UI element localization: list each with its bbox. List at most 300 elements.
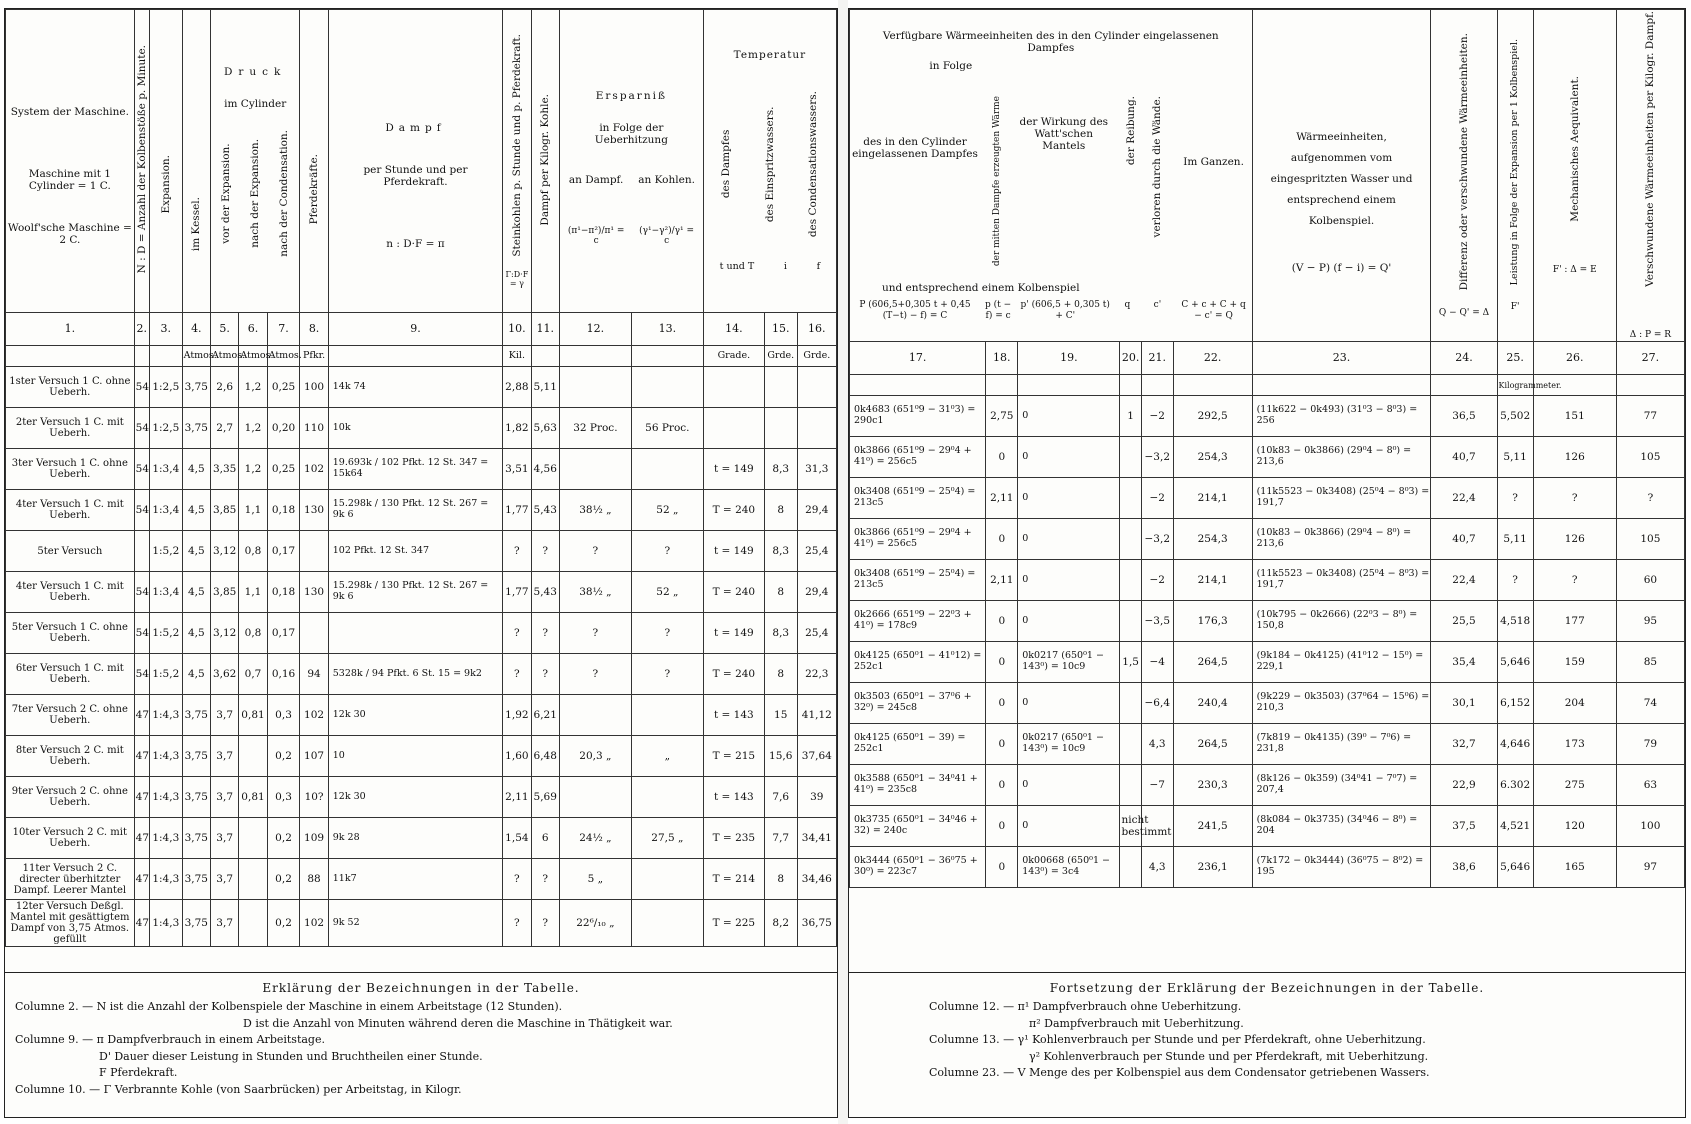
table-row — [6, 613, 837, 654]
cell-c2: 54 — [134, 408, 149, 449]
cell-c18: 0 — [986, 683, 1018, 724]
header-verf-formulas — [852, 300, 1250, 321]
header-verfuegbar-label: Verfügbare Wärmeeinheiten des in den Cylinder eingelassenen Dampfes — [882, 30, 1219, 55]
cell-c24: 40,7 — [1431, 519, 1497, 560]
cell-c5: 3,35 — [210, 449, 238, 490]
cell-c11: 5,43 — [531, 490, 559, 531]
cell-c26: 126 — [1533, 437, 1616, 478]
num-cell: 3. — [149, 313, 182, 346]
cell-c21: −6,4 — [1141, 683, 1173, 724]
cell-label: 11ter Versuch 2 C. directer überhitzter Dampf. Leerer Mantel — [6, 859, 135, 900]
unit-cell — [6, 346, 135, 367]
cell-c5: 2,7 — [210, 408, 238, 449]
cell-c7: 0,18 — [267, 572, 300, 613]
cell-c3: 1:5,2 — [149, 531, 182, 572]
cell-c24: 25,5 — [1431, 601, 1497, 642]
cell-c17: 0k4125 (650⁰1 − 41⁰12) = 252c1 — [850, 642, 986, 683]
header-verf-subcols — [852, 96, 1250, 266]
cell-c15: 8 — [764, 572, 797, 613]
header-c25-formula: F' — [1510, 302, 1520, 313]
cell-c3: 1:5,2 — [149, 613, 182, 654]
cell-c19: 0 — [1018, 519, 1120, 560]
cell-c19: 0 — [1018, 601, 1120, 642]
cell-c24: 40,7 — [1431, 437, 1497, 478]
unit-cell — [328, 346, 502, 367]
num-cell: 25. — [1497, 342, 1533, 375]
header-druck — [210, 10, 299, 313]
cell-c3: 1:4,3 — [149, 777, 182, 818]
num-cell: 10. — [503, 313, 531, 346]
table-row — [6, 367, 837, 408]
cell-c5: 3,7 — [210, 695, 238, 736]
cell-c19: 0 — [1018, 437, 1120, 478]
header-c24-formula: Q − Q' = Δ — [1438, 307, 1490, 318]
cell-c21: −7 — [1141, 765, 1173, 806]
header-c27-formula: Δ : P = R — [1629, 329, 1672, 340]
cell-c2: 47 — [134, 900, 149, 947]
header-c16-formula: f — [816, 260, 821, 272]
cell-c26: 126 — [1533, 519, 1616, 560]
cell-label: 5ter Versuch 1 C. ohne Ueberh. — [6, 613, 135, 654]
cell-c7: 0,3 — [267, 777, 300, 818]
right-number-row — [850, 342, 1685, 375]
cell-c23: (11k5523 − 0k3408) (25⁰4 − 8⁰3) = 191,7 — [1252, 478, 1431, 519]
cell-c19: 0 — [1018, 396, 1120, 437]
cell-c27: 105 — [1616, 519, 1684, 560]
header-c14-formula: t und T — [719, 260, 755, 272]
cell-c12 — [559, 367, 631, 408]
unit-cell — [986, 375, 1018, 396]
cell-c18: 0 — [986, 806, 1018, 847]
cell-c14: T = 240 — [703, 654, 764, 695]
header-c11 — [531, 10, 559, 313]
left-page — [4, 8, 838, 1118]
cell-c3: 1:4,3 — [149, 859, 182, 900]
left-table — [5, 9, 837, 947]
right-footer-line: γ² Kohlenverbrauch per Stunde und per Pferdekraft, mit Ueberhitzung. — [1029, 1049, 1429, 1063]
cell-c15: 8 — [764, 859, 797, 900]
cell-c16: 29,4 — [797, 490, 836, 531]
cell-c6: 0,81 — [239, 695, 267, 736]
cell-c10: 2,88 — [503, 367, 531, 408]
table-row — [850, 519, 1685, 560]
cell-c6: 1,1 — [239, 572, 267, 613]
cell-c22: 292,5 — [1173, 396, 1252, 437]
table-row — [850, 560, 1685, 601]
cell-c10: ? — [503, 654, 531, 695]
cell-c23: (8k126 − 0k359) (34⁰41 − 7⁰7) = 207,4 — [1252, 765, 1431, 806]
cell-c25: 6,152 — [1497, 683, 1533, 724]
cell-c21: −3,2 — [1141, 437, 1173, 478]
unit-cell — [1431, 375, 1497, 396]
cell-c8 — [300, 613, 328, 654]
unit-cell — [631, 346, 703, 367]
header-im-cylinder: im Cylinder — [224, 97, 287, 110]
header-c4 — [182, 10, 210, 313]
cell-c26: 173 — [1533, 724, 1616, 765]
cell-c23: (9k229 − 0k3503) (37⁰64 − 15⁰6) = 210,3 — [1252, 683, 1431, 724]
cell-c8: 109 — [300, 818, 328, 859]
cell-c22: 264,5 — [1173, 642, 1252, 683]
cell-c13 — [631, 449, 703, 490]
cell-c11: ? — [531, 613, 559, 654]
num-cell: 5. — [210, 313, 238, 346]
unit-cell: Kil. — [503, 346, 531, 367]
cell-c14: t = 149 — [703, 531, 764, 572]
cell-c2: 54 — [134, 490, 149, 531]
cell-c19: 0k0217 (650⁰1 − 143⁰) = 10c9 — [1018, 724, 1120, 765]
cell-c14: T = 215 — [703, 736, 764, 777]
table-row — [6, 818, 837, 859]
header-c16-label: des Condensationswassers. — [807, 91, 820, 238]
cell-c5: 3,7 — [210, 777, 238, 818]
cell-c2: 54 — [134, 613, 149, 654]
cell-c16: 25,4 — [797, 531, 836, 572]
table-row — [850, 765, 1685, 806]
cell-c4: 3,75 — [182, 859, 210, 900]
cell-c7: 0,18 — [267, 490, 300, 531]
cell-c5: 3,85 — [210, 572, 238, 613]
cell-label: 5ter Versuch — [6, 531, 135, 572]
header-ersparniss — [559, 10, 703, 313]
cell-c18: 0 — [986, 601, 1018, 642]
header-c24 — [1431, 10, 1497, 342]
cell-c3: 1:4,3 — [149, 900, 182, 947]
cell-c26: ? — [1533, 560, 1616, 601]
cell-c17: 0k3444 (650⁰1 − 36⁰75 + 30⁰) = 223c7 — [850, 847, 986, 888]
header-infolge: in Folge — [929, 60, 973, 73]
cell-c12: ? — [559, 654, 631, 695]
cell-c6: 0,81 — [239, 777, 267, 818]
header-system — [6, 10, 135, 313]
cell-c17: 0k3588 (650⁰1 − 34⁰41 + 41⁰) = 235c8 — [850, 765, 986, 806]
cell-c26: 151 — [1533, 396, 1616, 437]
cell-c4: 3,75 — [182, 367, 210, 408]
cell-c11: 6,21 — [531, 695, 559, 736]
cell-c9: 15.298k / 130 Pfkt. 12 St. 267 = 9k 6 — [328, 572, 502, 613]
num-cell: 21. — [1141, 342, 1173, 375]
cell-c26: 177 — [1533, 601, 1616, 642]
cell-c15: 8,3 — [764, 531, 797, 572]
header-c15-label: des Einspritzwassers. — [763, 106, 776, 223]
unit-cell — [1018, 375, 1120, 396]
cell-c15: 15,6 — [764, 736, 797, 777]
cell-c5: 3,12 — [210, 613, 238, 654]
cell-c12: 24½ „ — [559, 818, 631, 859]
num-cell: 18. — [986, 342, 1018, 375]
unit-cell — [1120, 375, 1141, 396]
header-c3-label: Expansion. — [159, 155, 172, 214]
cell-c24: 22,4 — [1431, 560, 1497, 601]
cell-c2: 47 — [134, 736, 149, 777]
table-row — [6, 777, 837, 818]
table-row — [850, 601, 1685, 642]
unit-cell: Pfkr. — [300, 346, 328, 367]
cell-label: 3ter Versuch 1 C. ohne Ueberh. — [6, 449, 135, 490]
cell-label: 9ter Versuch 2 C. ohne Ueberh. — [6, 777, 135, 818]
cell-c6: 1,1 — [239, 490, 267, 531]
header-c21-label: verloren durch die Wände. — [1151, 96, 1164, 238]
header-c23-formula: (V − P) (f − i) = Q' — [1291, 262, 1392, 275]
cell-c3: 1:4,3 — [149, 695, 182, 736]
cell-c3: 1:3,4 — [149, 449, 182, 490]
cell-c9: 102 Pfkt. 12 St. 347 — [328, 531, 502, 572]
cell-c7: 0,25 — [267, 367, 300, 408]
left-footer-line: Columne 10. — Γ Verbrannte Kohle (von Saarbrücken) per Arbeitstag, in Kilogr. — [15, 1082, 462, 1096]
table-row — [6, 736, 837, 777]
cell-c18: 0 — [986, 765, 1018, 806]
cell-c20 — [1120, 847, 1141, 888]
cell-c22: 214,1 — [1173, 478, 1252, 519]
right-units-row — [850, 375, 1685, 396]
num-cell: 12. — [559, 313, 631, 346]
unit-cell — [1252, 375, 1431, 396]
cell-c4: 3,75 — [182, 777, 210, 818]
unit-cell — [134, 346, 149, 367]
table-row — [6, 408, 837, 449]
unit-cell — [1173, 375, 1252, 396]
cell-c20 — [1120, 601, 1141, 642]
right-table-body — [850, 396, 1685, 888]
header-c19-formula: p' (606,5 + 0,305 t) + C' — [1020, 300, 1110, 321]
cell-c15: 8,3 — [764, 449, 797, 490]
cell-c19: 0 — [1018, 683, 1120, 724]
header-c8 — [300, 10, 328, 313]
table-row — [850, 683, 1685, 724]
cell-c3: 1:4,3 — [149, 818, 182, 859]
cell-c22: 214,1 — [1173, 560, 1252, 601]
cell-c5: 3,7 — [210, 818, 238, 859]
cell-c23: (11k5523 − 0k3408) (25⁰4 − 8⁰3) = 191,7 — [1252, 560, 1431, 601]
cell-c16: 34,46 — [797, 859, 836, 900]
cell-c23: (7k172 − 0k3444) (36⁰75 − 8⁰2) = 195 — [1252, 847, 1431, 888]
cell-c15: 8,3 — [764, 613, 797, 654]
table-row — [6, 449, 837, 490]
cell-c27: 85 — [1616, 642, 1684, 683]
header-c9-text: per Stunde und per Pferdekraft. — [363, 163, 468, 188]
header-ersparniss-label: Ersparniß — [595, 89, 667, 102]
cell-c24: 35,4 — [1431, 642, 1497, 683]
right-footer-title: Fortsetzung der Erklärung der Bezeichnungen in der Tabelle. — [1049, 981, 1485, 995]
num-cell: 19. — [1018, 342, 1120, 375]
cell-c8: 130 — [300, 490, 328, 531]
header-temperatur — [703, 10, 836, 313]
cell-c20: 1 — [1120, 396, 1141, 437]
cell-c21: 4,3 — [1141, 724, 1173, 765]
cell-c8: 110 — [300, 408, 328, 449]
cell-c26: 204 — [1533, 683, 1616, 724]
cell-c17: 0k3735 (650⁰1 − 34⁰46 + 32) = 240c — [850, 806, 986, 847]
num-cell: 13. — [631, 313, 703, 346]
cell-c26: 165 — [1533, 847, 1616, 888]
book-gutter — [838, 0, 848, 1124]
left-units-row — [6, 346, 837, 367]
cell-c27: 63 — [1616, 765, 1684, 806]
cell-c2: 47 — [134, 859, 149, 900]
header-c20-formula: q — [1124, 300, 1131, 311]
cell-c5: 3,62 — [210, 654, 238, 695]
cell-c7: 0,25 — [267, 449, 300, 490]
cell-c26: 159 — [1533, 642, 1616, 683]
cell-c14: T = 225 — [703, 900, 764, 947]
header-temperatur-formulas — [705, 262, 835, 273]
cell-c19: 0 — [1018, 478, 1120, 519]
cell-c20 — [1120, 724, 1141, 765]
cell-c22: 254,3 — [1173, 519, 1252, 560]
header-c22-label: Im Ganzen. — [1183, 156, 1244, 169]
cell-c11: 5,43 — [531, 572, 559, 613]
cell-c9: 15.298k / 130 Pfkt. 12 St. 267 = 9k 6 — [328, 490, 502, 531]
num-cell: 6. — [239, 313, 267, 346]
cell-c18: 0 — [986, 519, 1018, 560]
left-footer-line: D' Dauer dieser Leistung in Stunden und Bruchtheilen einer Stunde. — [99, 1049, 483, 1063]
cell-c25: 5,11 — [1497, 519, 1533, 560]
header-c9-dampf: Dampf — [385, 121, 446, 134]
cell-c11: ? — [531, 859, 559, 900]
cell-c27: 79 — [1616, 724, 1684, 765]
cell-c20 — [1120, 478, 1141, 519]
cell-c6: 0,8 — [239, 613, 267, 654]
cell-c17: 0k3503 (650⁰1 − 37⁰6 + 32⁰) = 245c8 — [850, 683, 986, 724]
table-row — [850, 806, 1685, 847]
num-cell: 24. — [1431, 342, 1497, 375]
unit-cell — [559, 346, 631, 367]
cell-c10: ? — [503, 900, 531, 947]
cell-c2: 54 — [134, 654, 149, 695]
cell-c20 — [1120, 519, 1141, 560]
cell-c2 — [134, 531, 149, 572]
cell-c15: 7,7 — [764, 818, 797, 859]
cell-c4: 4,5 — [182, 654, 210, 695]
header-verfuegbar — [850, 10, 1253, 342]
cell-c12: 22⁶/₁₀ „ — [559, 900, 631, 947]
left-footer-line: Columne 2. — N ist die Anzahl der Kolbenspiele der Maschine in einem Arbeitstage (12 Stunden). — [15, 1000, 563, 1013]
header-c7-label: nach der Condensation. — [277, 129, 290, 257]
cell-c27: 105 — [1616, 437, 1684, 478]
cell-c6: 1,2 — [239, 367, 267, 408]
cell-c25: 4,521 — [1497, 806, 1533, 847]
cell-c27: 74 — [1616, 683, 1684, 724]
cell-c4: 3,75 — [182, 736, 210, 777]
cell-c10: 2,11 — [503, 777, 531, 818]
num-cell: 20. — [1120, 342, 1141, 375]
cell-c27: 100 — [1616, 806, 1684, 847]
num-cell: 22. — [1173, 342, 1252, 375]
cell-c4: 4,5 — [182, 613, 210, 654]
cell-c7: 0,20 — [267, 408, 300, 449]
header-c18-label: der mitten Dampfe erzeugten Wärme — [992, 96, 1003, 267]
cell-c16: 25,4 — [797, 613, 836, 654]
cell-c9: 11k7 — [328, 859, 502, 900]
cell-c3: 1:5,2 — [149, 654, 182, 695]
right-footer-line: π² Dampfverbrauch mit Ueberhitzung. — [1029, 1016, 1244, 1030]
cell-c24: 36,5 — [1431, 396, 1497, 437]
cell-label: 4ter Versuch 1 C. mit Ueberh. — [6, 490, 135, 531]
cell-c25: 5,646 — [1497, 847, 1533, 888]
unit-cell — [531, 346, 559, 367]
header-c5-label: vor der Expansion. — [220, 142, 233, 244]
header-c12-formula: (π¹−π²)/π¹ = c — [567, 225, 625, 247]
cell-c25: 5,646 — [1497, 642, 1533, 683]
cell-c24: 22,9 — [1431, 765, 1497, 806]
cell-c21: 4,3 — [1141, 847, 1173, 888]
cell-c15: 8 — [764, 490, 797, 531]
left-footer-title: Erklärung der Bezeichnungen in der Tabelle. — [262, 981, 580, 995]
header-c13-label: an Kohlen. — [638, 173, 695, 186]
cell-c23: (9k184 − 0k4125) (41⁰12 − 15⁰) = 229,1 — [1252, 642, 1431, 683]
cell-c22: 264,5 — [1173, 724, 1252, 765]
unit-cell — [1616, 375, 1684, 396]
cell-c6: 0,7 — [239, 654, 267, 695]
cell-c19: 0 — [1018, 560, 1120, 601]
cell-c18: 0 — [986, 724, 1018, 765]
cell-c6 — [239, 859, 267, 900]
cell-c27: 77 — [1616, 396, 1684, 437]
cell-c7: 0,3 — [267, 695, 300, 736]
num-cell: 23. — [1252, 342, 1431, 375]
cell-c8: 107 — [300, 736, 328, 777]
table-row — [850, 724, 1685, 765]
cell-c22: 241,5 — [1173, 806, 1252, 847]
cell-c4: 4,5 — [182, 572, 210, 613]
cell-c21: −2 — [1141, 396, 1173, 437]
cell-c16: 22,3 — [797, 654, 836, 695]
cell-c19: 0 — [1018, 765, 1120, 806]
cell-c14: t = 149 — [703, 449, 764, 490]
header-c27-label: Verschwundene Wärmeeinheiten per Kilogr. Dampf. — [1644, 11, 1657, 287]
cell-c15 — [764, 408, 797, 449]
cell-c14 — [703, 408, 764, 449]
header-c17-label: des in den Cylinder eingelassenen Dampfes — [852, 136, 978, 161]
cell-c2: 54 — [134, 572, 149, 613]
cell-c26: 275 — [1533, 765, 1616, 806]
header-c10 — [503, 10, 531, 313]
cell-c9: 12k 30 — [328, 777, 502, 818]
table-row — [6, 859, 837, 900]
cell-c5: 3,85 — [210, 490, 238, 531]
cell-c13 — [631, 859, 703, 900]
cell-c3: 1:4,3 — [149, 736, 182, 777]
header-c23 — [1252, 10, 1431, 342]
header-c26-formula: F' : Δ = E — [1552, 264, 1597, 275]
header-c21-formula: c' — [1153, 300, 1162, 311]
header-ersparniss-subcols — [561, 174, 702, 186]
cell-c21: −2 — [1141, 560, 1173, 601]
header-c25 — [1497, 10, 1533, 342]
cell-c19: 0 — [1018, 806, 1120, 847]
cell-c4: 3,75 — [182, 818, 210, 859]
cell-c23: (10k83 − 0k3866) (29⁰4 − 8⁰) = 213,6 — [1252, 519, 1431, 560]
cell-c6: 1,2 — [239, 408, 267, 449]
cell-c14: t = 143 — [703, 695, 764, 736]
cell-c24: 30,1 — [1431, 683, 1497, 724]
cell-c6 — [239, 900, 267, 947]
unit-cell — [1141, 375, 1173, 396]
cell-c20 — [1120, 765, 1141, 806]
table-row — [6, 490, 837, 531]
header-ersparniss-formulas — [561, 226, 702, 247]
cell-c13: 52 „ — [631, 490, 703, 531]
unit-cell — [149, 346, 182, 367]
cell-label: 6ter Versuch 1 C. mit Ueberh. — [6, 654, 135, 695]
cell-c8: 130 — [300, 572, 328, 613]
cell-c3: 1:3,4 — [149, 490, 182, 531]
right-table — [849, 9, 1685, 888]
table-row — [850, 847, 1685, 888]
left-header-row — [6, 10, 837, 313]
cell-c18: 0 — [986, 847, 1018, 888]
cell-c12: ? — [559, 531, 631, 572]
